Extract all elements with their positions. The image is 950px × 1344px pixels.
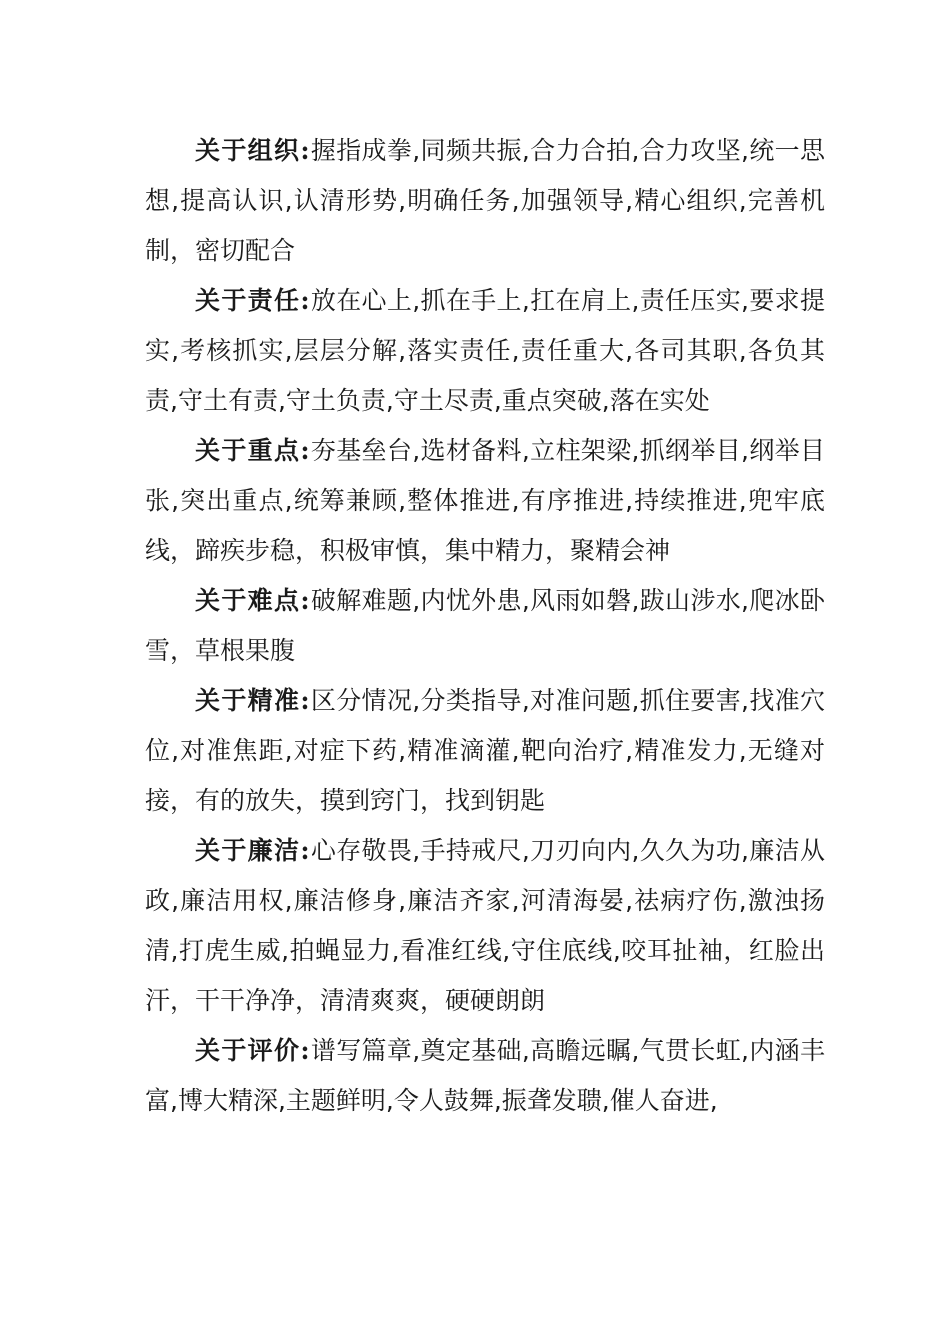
paragraph-heading: 关于责任: [195, 286, 311, 315]
paragraph-text: 谱写篇章,奠定基础,高瞻远瞩,气贯长虹,内涵丰富,博大精深,主题鲜明,令人鼓舞,振聋发聩,催人奋进, [145, 1036, 825, 1115]
paragraph-text: 区分情况,分类指导,对准问题,抓住要害,找准穴位,对准焦距,对症下药,精准滴灌,靶向治疗,精准发力,无缝对接，有的放失，摸到窍门，找到钥匙 [145, 686, 825, 815]
paragraph-responsibility [145, 276, 825, 426]
paragraph-heading: 关于重点: [195, 436, 311, 465]
paragraph-difficulties [145, 576, 825, 676]
paragraph-heading: 关于廉洁: [195, 836, 311, 865]
paragraph-evaluation [145, 1026, 825, 1126]
paragraph-heading: 关于难点: [195, 586, 311, 615]
paragraph-precision [145, 676, 825, 826]
paragraph-integrity [145, 826, 825, 1026]
paragraph-text: 夯基垒台,选材备料,立柱架梁,抓纲举目,纲举目张,突出重点,统筹兼顾,整体推进,有序推进,持续推进,兜牢底线，蹄疾步稳，积极审慎，集中精力，聚精会神 [145, 436, 825, 565]
paragraph-heading: 关于组织: [195, 136, 311, 165]
paragraph-heading: 关于评价: [195, 1036, 311, 1065]
paragraph-text: 心存敬畏,手持戒尺,刀刃向内,久久为功,廉洁从政,廉洁用权,廉洁修身,廉洁齐家,河清海晏,祛病疗伤,激浊扬清,打虎生威,拍蝇显力,看准红线,守住底线,咬耳扯袖，红脸出汗，干干净净，清清爽爽，硬硬朗朗 [145, 836, 825, 1015]
paragraph-text: 放在心上,抓在手上,扛在肩上,责任压实,要求提实,考核抓实,层层分解,落实责任,责任重大,各司其职,各负其责,守土有责,守土负责,守土尽责,重点突破,落在实处 [145, 286, 825, 415]
paragraph-key-points [145, 426, 825, 576]
paragraph-heading: 关于精准: [195, 686, 311, 715]
document-body [145, 126, 825, 1126]
paragraph-text: 破解难题,内忧外患,风雨如磐,跋山涉水,爬冰卧雪，草根果腹 [145, 586, 825, 665]
paragraph-organization [145, 126, 825, 276]
paragraph-text: 握指成拳,同频共振,合力合拍,合力攻坚,统一思想,提高认识,认清形势,明确任务,加强领导,精心组织,完善机制，密切配合 [145, 136, 825, 265]
